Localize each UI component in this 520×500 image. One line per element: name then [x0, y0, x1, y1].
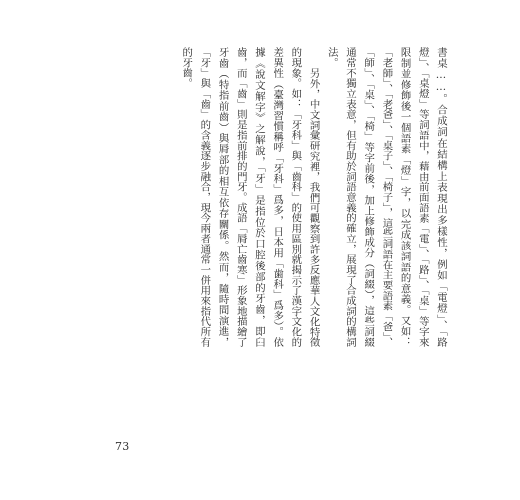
paragraph: 書桌……。合成詞在結構上表現出多樣性，例如「電燈」、「路燈」、「桌燈」等詞語中，藉由前面語素「電」、「路」、「桌」等字來限制並修飾後一個語素「燈」字，以完成該詞語的意義。又如：「老師」、「老爸」、「桌子」、「椅子」，這些詞語在主要語素「爸」、「師」、「桌」、「椅」等字前後，加上修飾成分（詞綴），這些詞綴通常不獨立表意，但有助於詞語意義的確立，展現了合成詞的構詞法。 — [325, 47, 447, 347]
body-text — [177, 47, 450, 347]
paragraph: 另外，中文詞彙研究裡，我們可觀察到許多反應華人文化特徵的現象。如：「牙科」與「齒科」的使用區別就揭示了漢字文化的差異性（臺灣習慣稱呼「牙科」爲多，日本用「歯科」爲多）。依據《說文解字》之解說，「牙」是指位於口腔後部的牙齒，即臼齒，而「齒」則是指前排的門牙。成語「脣亡齒寒」形象地描繪了牙齒（特指前齒）與脣部的相互依存關係。然而，隨時間演進，「牙」與「齒」的含義逐步融合，現今兩者通常一併用來指代所有的牙齒。 — [180, 47, 320, 347]
page-number: 73 — [115, 440, 130, 453]
